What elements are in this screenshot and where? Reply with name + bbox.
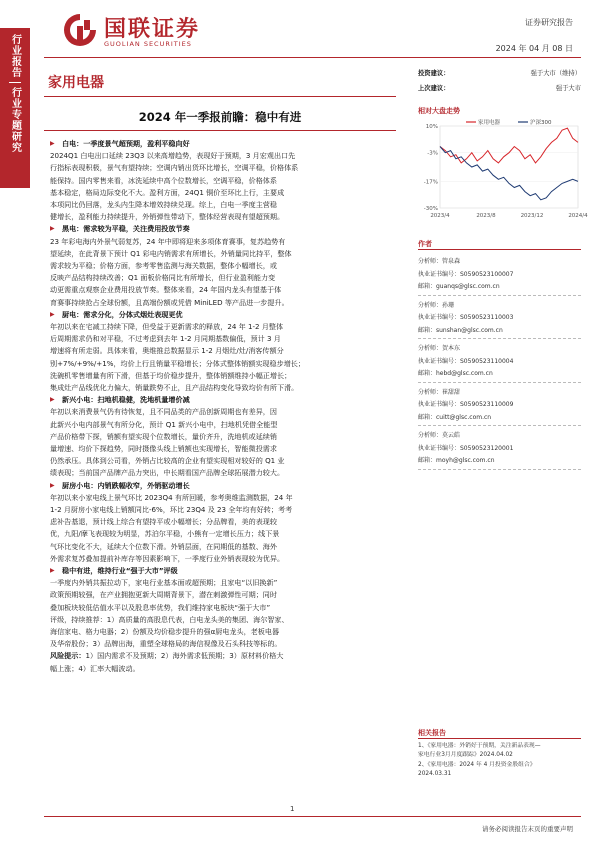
- industry-divider: [44, 96, 396, 97]
- y-tick-label: 10%: [425, 124, 438, 130]
- x-tick-label: 2024/4: [568, 213, 588, 219]
- related-heading: 相关报告: [418, 729, 446, 737]
- text-line: 仍然承压。具体到公司看，外销占比较高的企业有望实现相对较好的 Q1 业: [50, 456, 285, 466]
- text-line: 增速将有所走弱。具体来看，奥维推总数据显示 1-2 月烟灶/灶/消客传额分: [50, 346, 284, 356]
- section-paragraph: [50, 150, 398, 223]
- title-divider: [44, 130, 396, 131]
- text-line: 本项同比仍回落，龙头内生降本增效持续兑现。综上，白电一季度主营稳: [50, 200, 277, 209]
- analyst-divider: [418, 338, 581, 339]
- authors-divider: [418, 249, 581, 250]
- legend-label: 家用电器: [478, 120, 501, 126]
- text-line: 产品价格带下探，销额有望实现个位数增长，量价齐升，洗地机或延续销: [50, 431, 277, 441]
- section-paragraph: [50, 492, 398, 565]
- y-tick-label: -3%: [427, 150, 438, 157]
- authors-heading: 作者: [418, 240, 432, 248]
- analyst-cert: 执业证书编号：S0590523110003: [418, 314, 514, 321]
- series-line-0: [440, 128, 578, 163]
- text-line: 年初以来消费景气仍有待恢复，且不同品类的产品创新周期也有差异，因: [50, 407, 277, 417]
- text-line: 此新兴小电内部景气有所分化，预计 Q1 新兴小电中，扫地机凭借全能型: [50, 419, 278, 429]
- analyst-cert: 执业证书编号：S0590523110009: [418, 401, 514, 408]
- page-number: 1: [290, 805, 295, 813]
- text-line: 2024Q1 白电出口延续 23Q3 以来高增趋势，表现好于预期，3 月宏观出口先: [50, 151, 296, 161]
- risk-label: 风险提示：: [50, 651, 86, 661]
- analyst-cert: 执业证书编号：S0590523110004: [418, 357, 514, 365]
- y-tick-label: -17%: [423, 179, 438, 186]
- related-report-line: 2024.03.31: [418, 771, 452, 778]
- analyst-divider: [418, 469, 581, 470]
- analyst-divider: [418, 425, 581, 426]
- section-heading: ▶ 厨电：需求分化，分体式烟灶表现更优: [50, 309, 398, 321]
- text-line: 基本稳定，格局边际变化不大。盈利方面，24Q1 铜价至环比上行，主要成: [50, 187, 285, 197]
- rating-label: 投资建议：: [418, 70, 450, 77]
- report-type-band: [0, 28, 30, 188]
- previous-rating: [418, 83, 581, 92]
- related-reports: [418, 742, 581, 780]
- text-line: 年初以来在宅减工持续下降，但受益于更新需求的释放，24 年 1-2 月整体: [50, 322, 284, 331]
- x-tick-label: 2023/8: [476, 213, 496, 219]
- analyst-cert: 执业证书编号：S0590523120001: [418, 444, 514, 452]
- related-report-line: 家电行业3月月度跟踪》2024.04.02: [418, 752, 513, 759]
- analyst-email[interactable]: 邮箱：cuitt@glsc.com.cn: [418, 413, 492, 421]
- text-line: 后周期需求仍和对平稳，不过考虑到去年 1-2 月同期基数偏低，预计 3 月: [50, 334, 281, 344]
- section-black-goods: [50, 223, 398, 308]
- legend-label: 沪深300: [530, 120, 552, 126]
- text-line: 反映产品结构持续改善；Q1 面板价格同比有所增长，但行业盈利能力变: [50, 273, 276, 283]
- band-divider: [9, 82, 21, 83]
- disclaimer: 请务必阅读报告末页的重要声明: [482, 825, 573, 833]
- investment-rating: [418, 68, 581, 77]
- text-line: 海信家电、格力电器；2）份额及均价稳步提升的强α厨电龙头，老板电器: [50, 627, 280, 637]
- related-divider: [418, 738, 581, 739]
- text-line: 别+7%/+9%/+1%，均价上行且销量平稳增长；分体式整体销额实现稳步增长；: [50, 358, 305, 368]
- text-line: 政策预期较强，在产业拥抱更新大周期背景下，潜在刺激弹性可期；同时: [50, 590, 277, 600]
- section-heading: ▶ 白电：一季度景气超预期，盈利平稳向好: [50, 138, 398, 150]
- x-tick-label: 2023/4: [430, 213, 450, 219]
- chart-title: 相对大盘走势: [418, 107, 460, 115]
- related-report-line: 1、《家用电器：外销好于预期，关注新品表现—: [418, 743, 541, 749]
- risk-text: 幅上涨；4）汇率大幅波动。: [50, 663, 140, 673]
- section-heading: ▶ 新兴小电：扫地机稳健，洗地机量增价减: [50, 394, 398, 406]
- section-paragraph: [50, 236, 398, 309]
- section-heading: ▶ 黑电：需求较为平稳，关注费用投放节奏: [50, 223, 398, 235]
- text-line: 虑补告基退，预计线上综合有望持平或小幅增长；分品牌看，美的表现较: [50, 517, 277, 527]
- header-divider: [44, 57, 581, 58]
- section-kitchen-appliances: [50, 309, 398, 394]
- logo-text-cn: 国联证券: [104, 16, 201, 42]
- analyst-name: 分析师：贺本东: [418, 345, 461, 352]
- text-line: 需求较为平稳；价格方面，参考零售监测与海关数据，整体小幅增长，或: [50, 261, 277, 270]
- analyst-divider: [418, 382, 581, 383]
- report-body: [50, 138, 398, 675]
- company-logo: [62, 8, 222, 54]
- text-line: 集成灶产品线优化力偏大，销量跌势不止，且产品结构变化导致均价有所下滑。: [50, 383, 299, 393]
- rating-value: 强于大市（维持）: [530, 70, 581, 77]
- section-heading: ▶ 厨房小电：内销跌幅收窄，外销驱动增长: [50, 480, 398, 492]
- analyst-name: 分析师：莫云皓: [418, 432, 461, 439]
- risk-text: 1）国内需求不及预期；2）海外需求低预期；3）原材料价格大: [85, 651, 284, 661]
- rating-label: 上次建议：: [418, 85, 450, 92]
- analyst-name: 分析师：孙珊: [418, 301, 455, 309]
- text-line: 外需求复苏叠加提前补库存等因素影响下，一季度行业外销表现较为优异。: [50, 553, 285, 563]
- text-line: 动更需重点观察企业费用投放节奏。整体来看，24 年国内龙头有望基于体: [50, 285, 282, 295]
- section-paragraph: [50, 406, 398, 479]
- text-line: 评级，持续推荐：1）高质量的高股息代表，白电龙头美的集团、海尔智家、: [50, 614, 289, 624]
- text-line: 量增速、均价下探趋势，同时摄像头线上销额也实现增长，智能微投需求: [50, 444, 277, 454]
- report-date: 2024 年 04 月 08 日: [495, 44, 573, 53]
- analyst-name: 分析师：崔甜甜: [418, 388, 461, 396]
- text-line: 一季度内外销共振拉动下，家电行业基本面或超预期；且家电“以旧换新”: [50, 578, 278, 588]
- text-line: 行指标表现积极，景气有望持续；空调内销出货环比增长，空调平稳，价格体系: [50, 163, 299, 173]
- analyst-cert: 执业证书编号：S0590523100007: [418, 270, 514, 278]
- text-line: 能保持。国内零售来看，冰洗延续中高个位数增长，空调平稳，价格体系: [50, 175, 277, 185]
- analyst-email[interactable]: 邮箱：moyh@glsc.com.cn: [418, 457, 495, 464]
- text-line: 及华帝股份；3）品牌出海，重塑全球格局的海信视像及石头科技等标的。: [50, 639, 282, 649]
- analyst-email[interactable]: 邮箱：sunshan@glsc.com.cn: [418, 326, 503, 334]
- relative-performance-chart: [418, 118, 588, 226]
- text-line: 23 年彩电海内外景气弱复苏，24 年中即将迎来多项体育赛事，复苏趋势有: [50, 236, 286, 246]
- section-paragraph: [50, 321, 398, 394]
- analyst-email[interactable]: 邮箱：hebd@glsc.com.cn: [418, 370, 493, 377]
- section-rating: [50, 565, 398, 650]
- text-line: 1-2 月厨房小家电线上销额同比-6%，环比 23Q4 及 23 全年均有好转；考考: [50, 505, 293, 515]
- text-line: 叠加板块较低估值水平以及股息率优势，我们维持家电板块“强于大市”: [50, 602, 271, 612]
- analyst-divider: [418, 295, 581, 296]
- text-line: 健增长，盈利能力持续提升，外销弹性带动下，整体经营表现有望超预期。: [50, 212, 285, 222]
- analyst-name: 分析师：管泉森: [418, 258, 461, 265]
- text-line: 优，九阳/摩飞表现较为明显，苏泊尔平稳，小熊有一定增长压力；线下景: [50, 529, 280, 539]
- section-kitchen-small-appliances: [50, 480, 398, 565]
- logo-mark-icon: [62, 12, 98, 48]
- rating-value: 强于大市: [555, 85, 581, 92]
- risk-warning: [50, 650, 398, 674]
- industry-name: 家用电器: [48, 75, 104, 91]
- text-line: 年初以来小家电线上景气环比 2023Q4 有所回暖，参考奥维监测数据，24 年: [50, 492, 293, 502]
- analyst-email[interactable]: 邮箱：guanqs@glsc.com.cn: [418, 283, 500, 290]
- text-line: 育赛事持续抢占全球份额，且高端份额或凭借 MiniLED 等产品进一步提升。: [50, 297, 289, 307]
- y-tick-label: -30%: [423, 206, 438, 212]
- related-report-line: 2、《家用电器：2024 年 4 月投资金股组合》: [418, 761, 536, 768]
- document-type: 证券研究报告: [525, 18, 573, 27]
- section-heading: ▶ 稳中有进，维持行业“强于大市”评级: [50, 565, 398, 577]
- footer-divider: [44, 816, 581, 817]
- section-white-goods: [50, 138, 398, 223]
- logo-text-en: GUOLIAN SECURITIES: [104, 40, 192, 48]
- text-line: 气环比变化不大，延续大个位数下滑。外销层面，在同期低的基数、海外: [50, 541, 277, 551]
- section-paragraph: [50, 577, 398, 650]
- band-line-1: 行业报告: [9, 34, 21, 78]
- report-title: 2024 年一季报前瞻：稳中有进: [138, 110, 302, 124]
- text-line: 洗碗机零售增量有所下滑，但基于均价稳步提升，整体销额维持小幅正增长；: [50, 370, 292, 380]
- x-tick-label: 2023/12: [520, 213, 544, 219]
- series-line-1: [440, 147, 578, 200]
- text-line: 绩表现；当前国产品牌产品力突出，中长期看国产品牌全球拓展潜力较大。: [50, 468, 285, 478]
- section-emerging-small-appliances: [50, 394, 398, 479]
- band-line-2: 行业专题研究: [9, 87, 21, 153]
- text-line: 望延续，在此背景下预计 Q1 彩电内销需求有所增长，外销量同比持平，整体: [50, 248, 292, 258]
